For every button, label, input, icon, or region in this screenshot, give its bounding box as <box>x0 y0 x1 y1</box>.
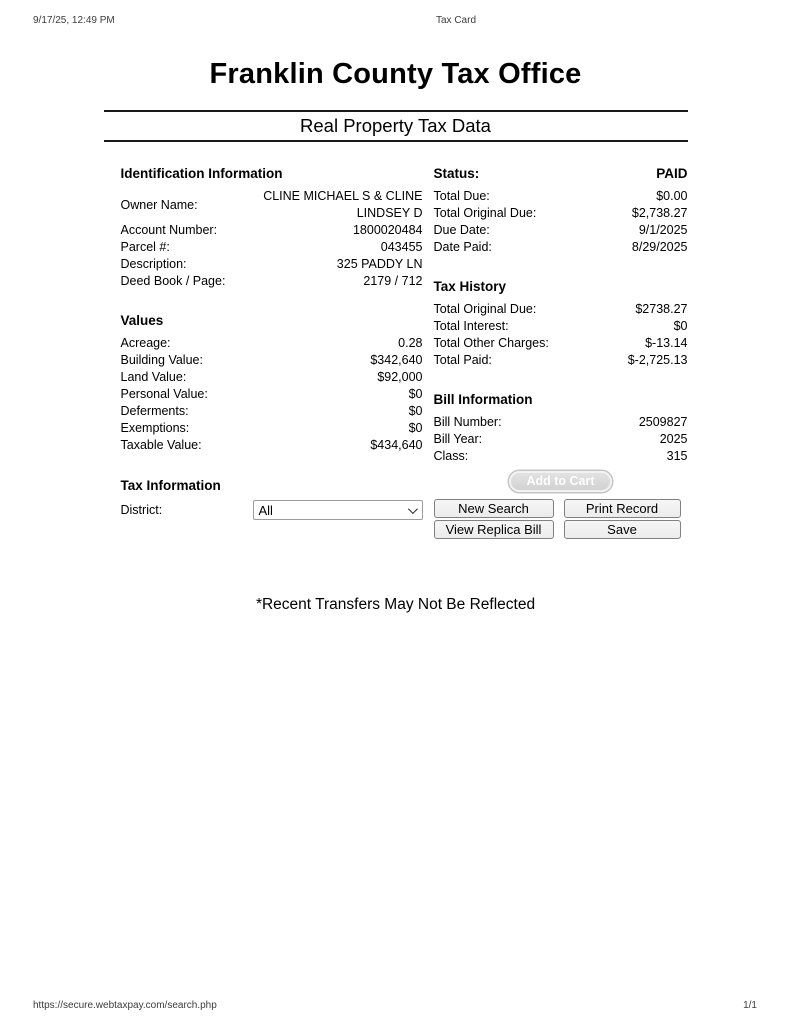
values-heading: Values <box>120 313 164 328</box>
bill-number-row: Bill Number: 2509827 <box>433 415 688 429</box>
bill-year-row: Bill Year: 2025 <box>433 432 688 446</box>
due-date-row: Due Date: 9/1/2025 <box>433 223 688 237</box>
owner-name-value: CLINE MICHAEL S & CLINE LINDSEY D <box>263 189 423 220</box>
total-interest-row: Total Interest: $0 <box>433 319 688 333</box>
district-select[interactable] <box>253 500 423 520</box>
bill-information-heading: Bill Information <box>433 392 533 407</box>
print-datetime: 9/17/25, 12:49 PM <box>33 15 115 26</box>
account-number-row: Account Number: 1800020484 <box>120 223 423 237</box>
exemptions-row: Exemptions: $0 <box>120 421 423 435</box>
identification-heading: Identification Information <box>120 166 283 181</box>
description-row: Description: 325 PADDY LN <box>120 257 423 271</box>
page-title: Franklin County Tax Office <box>209 58 582 90</box>
deed-book-page-row: Deed Book / Page: 2179 / 712 <box>120 274 423 288</box>
recent-transfers-disclaimer: *Recent Transfers May Not Be Reflected <box>255 596 536 613</box>
deferments-row: Deferments: $0 <box>120 404 423 418</box>
land-value-row: Land Value: $92,000 <box>120 370 423 384</box>
district-label: District: <box>120 502 163 517</box>
district-row <box>121 500 423 520</box>
print-source-url: https://secure.webtaxpay.com/search.php <box>33 1000 217 1011</box>
total-original-due-row: Total Original Due: $2,738.27 <box>433 206 688 220</box>
owner-name-label: Owner Name: <box>120 197 198 212</box>
parcel-row: Parcel #: 043455 <box>120 240 423 254</box>
acreage-row: Acreage: 0.28 <box>120 336 423 350</box>
building-value-row: Building Value: $342,640 <box>120 353 423 367</box>
print-page-indicator: 1/1 <box>743 1000 757 1011</box>
taxable-value-row: Taxable Value: $434,640 <box>120 438 423 452</box>
view-replica-bill-button[interactable]: View Replica Bill <box>434 520 554 539</box>
total-paid-row: Total Paid: $-2,725.13 <box>433 353 688 367</box>
status-badge: PAID <box>656 166 688 181</box>
content-area <box>104 165 688 614</box>
status-label: Status: <box>433 166 480 181</box>
date-paid-row: Date Paid: 8/29/2025 <box>433 240 688 254</box>
chevron-down-icon <box>407 504 417 514</box>
owner-name-row <box>121 188 423 222</box>
total-other-charges-row: Total Other Charges: $-13.14 <box>433 336 688 350</box>
left-column <box>104 165 423 539</box>
divider-bottom <box>104 140 688 142</box>
page-subtitle: Real Property Tax Data <box>300 115 491 136</box>
personal-value-row: Personal Value: $0 <box>120 387 423 401</box>
action-buttons <box>434 499 688 539</box>
tax-information-heading: Tax Information <box>120 478 221 493</box>
right-column <box>434 165 688 539</box>
tax-history-heading: Tax History <box>433 279 507 294</box>
print-doc-title: Tax Card <box>436 15 477 26</box>
print-record-button[interactable]: Print Record <box>564 499 681 518</box>
add-to-cart-button[interactable]: Add to Cart <box>509 471 611 492</box>
total-due-row: Total Due: $0.00 <box>433 189 688 203</box>
new-search-button[interactable]: New Search <box>434 499 554 518</box>
history-total-original-due-row: Total Original Due: $2738.27 <box>433 302 688 316</box>
class-row: Class: 315 <box>433 449 688 463</box>
status-row <box>434 165 688 182</box>
district-selected-value: All <box>258 502 273 518</box>
save-button[interactable]: Save <box>564 520 681 539</box>
